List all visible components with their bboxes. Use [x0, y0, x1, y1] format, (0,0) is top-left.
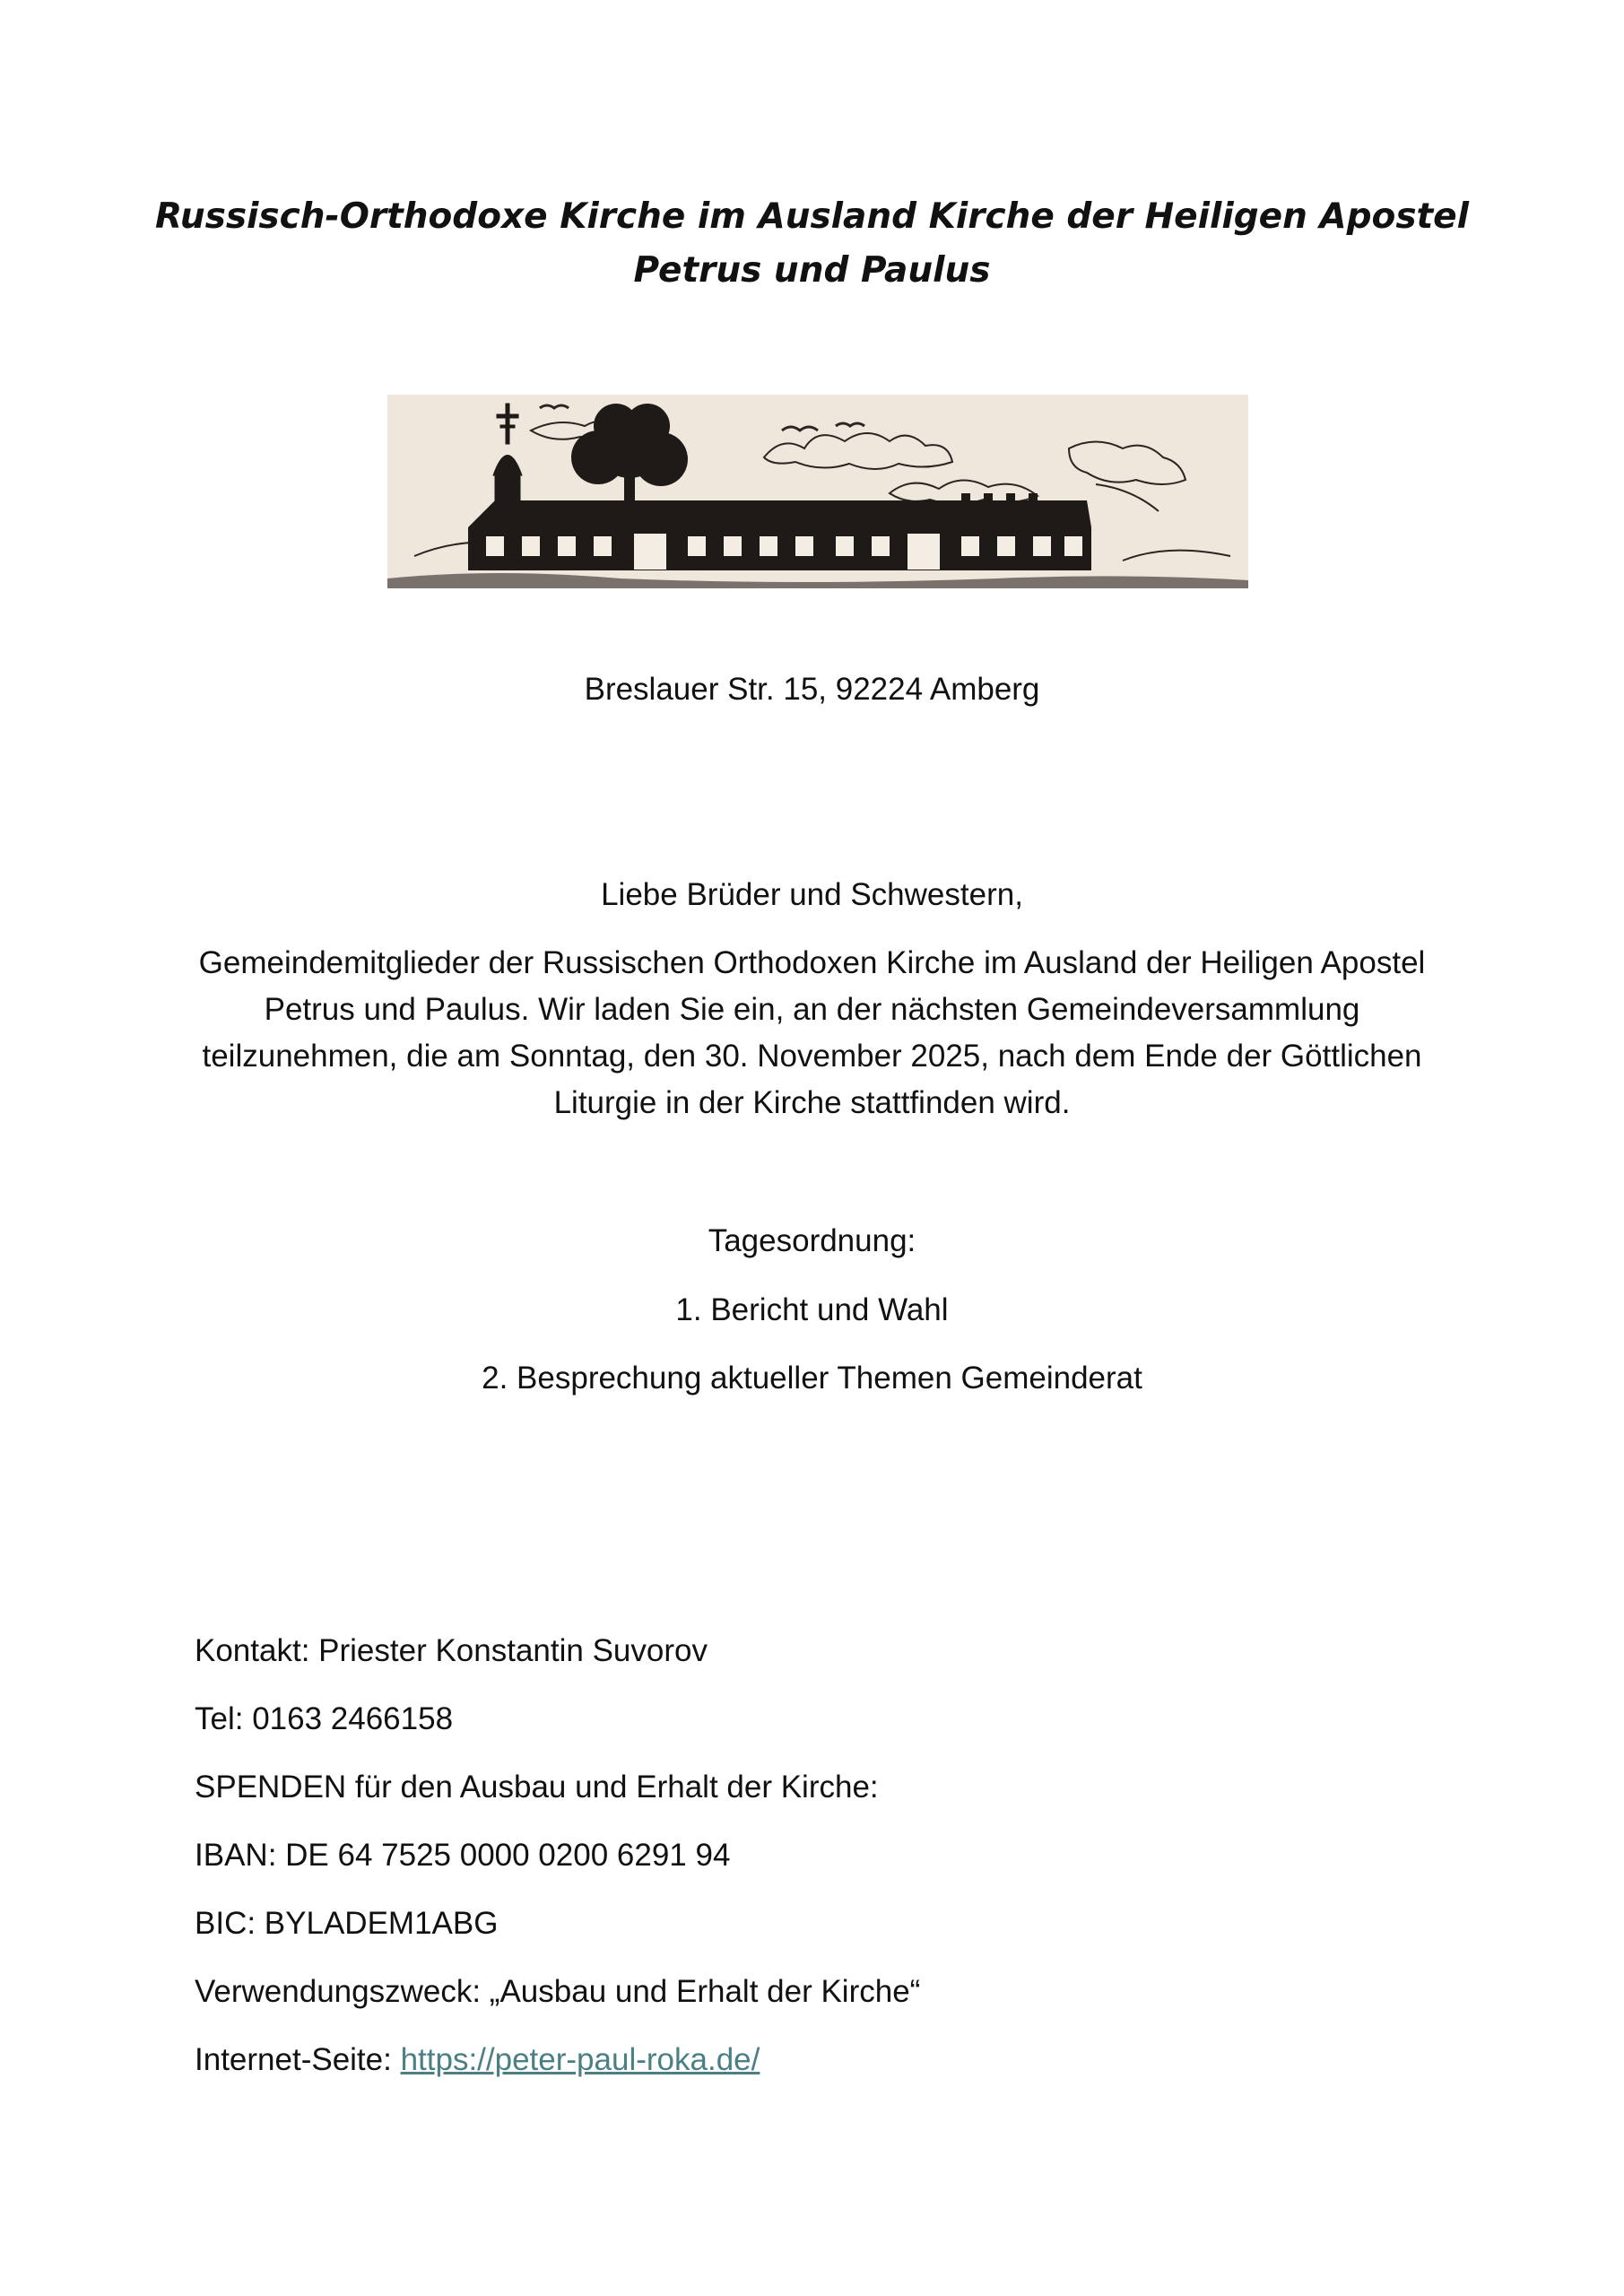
donations-heading: SPENDEN für den Ausbau und Erhalt der Kirche: — [195, 1770, 879, 1805]
iban: IBAN: DE 64 7525 0000 0200 6291 94 — [195, 1838, 731, 1873]
address: Breslauer Str. 15, 92224 Amberg — [584, 672, 1040, 707]
phone-number: Tel: 0163 2466158 — [195, 1701, 454, 1736]
agenda-item: 2. Besprechung aktueller Themen Gemeinderat — [482, 1361, 1142, 1396]
invitation-paragraph: Gemeindemitglieder der Russischen Orthodoxen Kirche im Ausland der Heiligen Apostel Petrus und Paulus. Wir laden Sie ein, an der nächsten Gemeindeversammlung teilzunehmen, die am Sonntag, den 30. November 2025, nach dem Ende der Göttlichen Liturgie in der Kirche stattfinden wird. — [198, 945, 1426, 1120]
document-title — [135, 190, 1489, 298]
title-line-2: Petrus und Paulus — [633, 250, 991, 291]
agenda-item: 1. Bericht und Wahl — [675, 1292, 949, 1327]
title-line-1: Russisch-Orthodoxe Kirche im Ausland Kirche der Heiligen Apostel — [154, 196, 1470, 237]
greeting: Liebe Brüder und Schwestern, — [601, 877, 1023, 912]
church-illustration — [387, 395, 1248, 588]
contact-block — [195, 1628, 1360, 2105]
contact-person: Kontakt: Priester Konstantin Suvorov — [195, 1633, 708, 1668]
payment-purpose: Verwendungszweck: „Ausbau und Erhalt der Kirche“ — [195, 1974, 921, 2009]
agenda-title: Tagesordnung: — [708, 1223, 916, 1258]
website-label: Internet-Seite: — [195, 2042, 401, 2077]
website-line — [195, 2037, 1360, 2105]
website-link[interactable]: https://peter-paul-roka.de/ — [400, 2042, 760, 2077]
bic: BIC: BYLADEM1ABG — [195, 1906, 499, 1941]
